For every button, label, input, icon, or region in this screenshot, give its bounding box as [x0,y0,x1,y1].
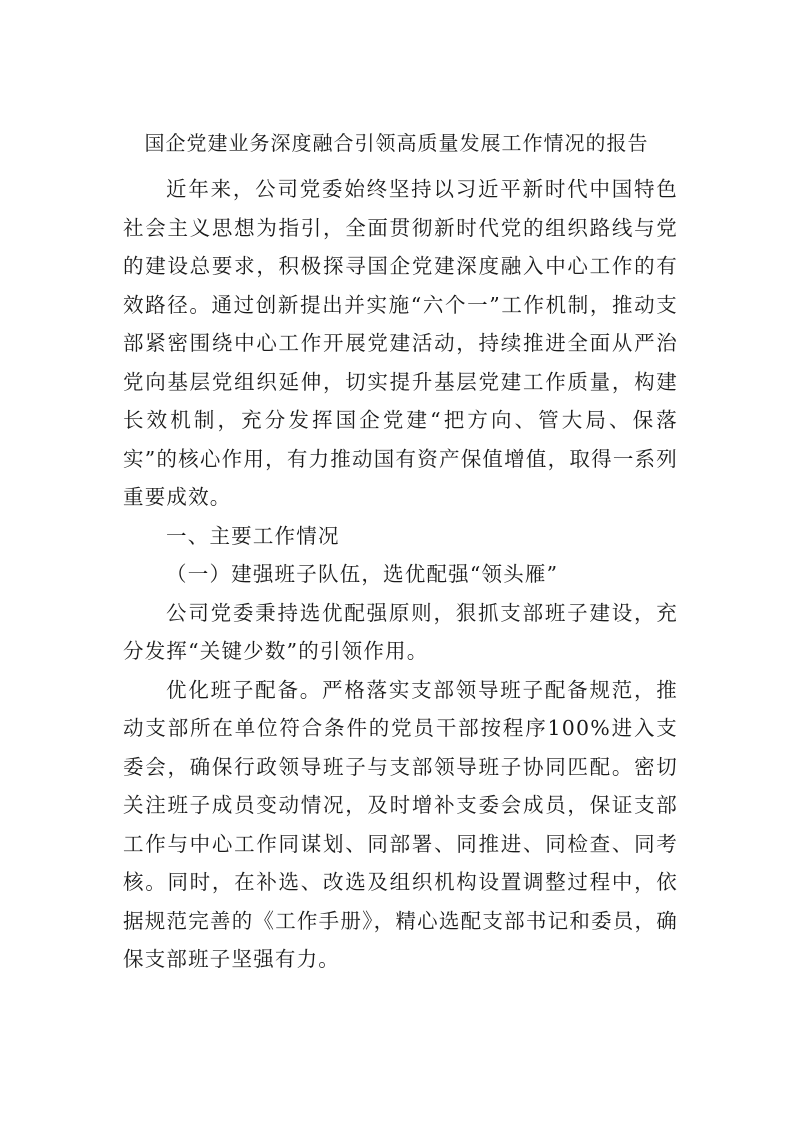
paragraph-intro: 近年来，公司党委始终坚持以习近平新时代中国特色社会主义思想为指引，全面贯彻新时代党的组织路线与党的建设总要求，积极探寻国企党建深度融入中心工作的有效路径。通过创新提出并实施“六个一”工作机制，推动支部紧密围绕中心工作开展党建活动，持续推进全面从严治党向基层党组织延伸，切实提升基层党建工作质量，构建长效机制，充分发挥国企党建“把方向、管大局、保落实”的核心作用，有力推动国有资产保值增值，取得一系列重要成效。 [123,177,678,509]
document-body [123,170,678,979]
document-title: 国企党建业务深度融合引领高质量发展工作情况的报告 [144,131,649,155]
paragraph-principle: 公司党委秉持选优配强原则，狠抓支部班子建设，充分发挥“关键少数”的引领作用。 [123,600,678,663]
paragraph-optimize-team: 优化班子配备。严格落实支部领导班子配备规范，推动支部所在单位符合条件的党员干部按程序100%进入支委会，确保行政领导班子与支部领导班子协同匹配。密切关注班子成员变动情况，及时增补支委会成员，保证支部工作与中心工作同谋划、同部署、同推进、同检查、同考核。同时，在补选、改选及组织机构设置调整过程中，依据规范完善的《工作手册》，精心选配支部书记和委员，确保支部班子坚强有力。 [123,677,678,971]
subsection-heading: （一）建强班子队伍，选优配强“领头雁” [166,562,559,586]
section-heading: 一、主要工作情况 [166,523,340,548]
